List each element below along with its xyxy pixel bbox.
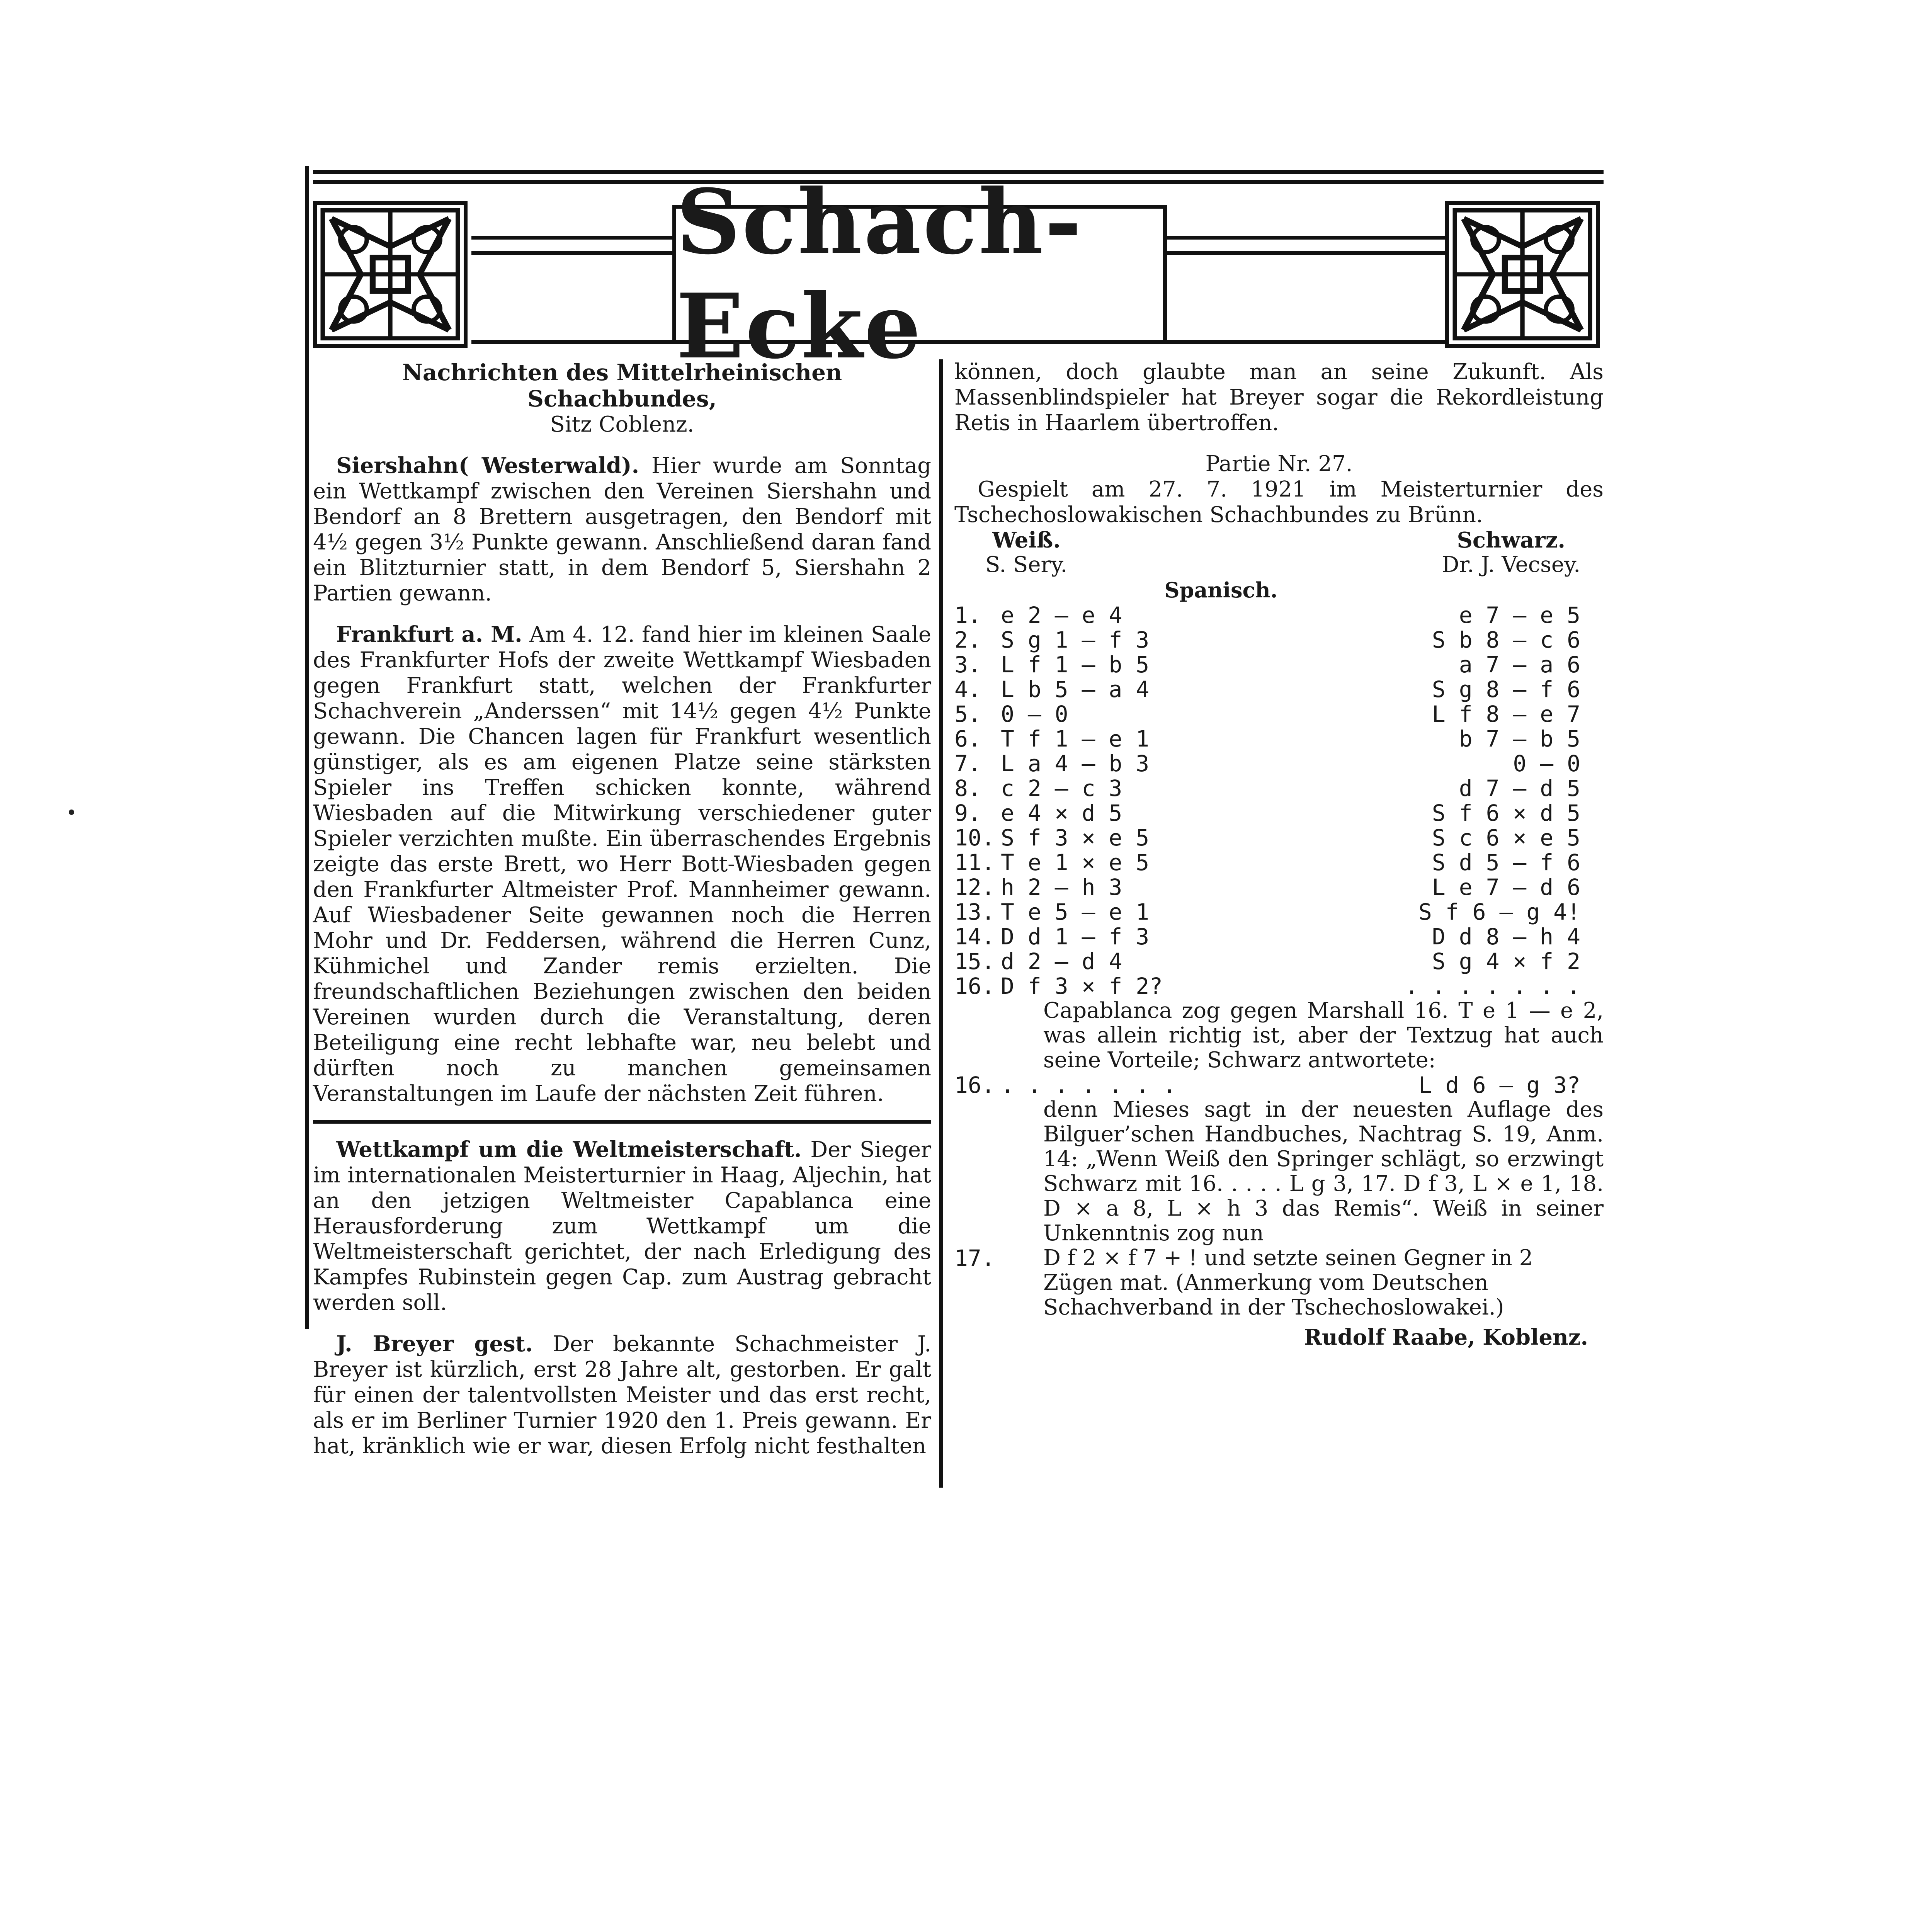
move-number: 17. xyxy=(954,1245,995,1271)
white-move: L b 5 — a 4 xyxy=(1001,676,1150,702)
move-row xyxy=(954,751,1604,776)
white-move: S g 1 — f 3 xyxy=(1001,627,1150,653)
move-number: 2. xyxy=(954,627,981,653)
black-label: Schwarz. xyxy=(1457,527,1566,553)
move-number: 15. xyxy=(954,948,995,975)
rule-line xyxy=(1167,340,1445,344)
signature: Rudolf Raabe, Koblenz. xyxy=(1304,1325,1588,1350)
move-number: 7. xyxy=(954,750,981,777)
title-box xyxy=(672,170,1167,379)
section-heading: Nachrichten des Mittelrheinischen Schachbundes, xyxy=(402,359,842,412)
white-label: Weiß. xyxy=(992,527,1061,553)
white-move: e 2 — e 4 xyxy=(1001,602,1122,628)
black-move: S f 6 — g 4! xyxy=(1418,899,1580,925)
black-move: e 7 — e 5 xyxy=(1459,602,1580,628)
rule-line xyxy=(1167,236,1445,240)
move-row xyxy=(954,726,1604,751)
black-move: S b 8 — c 6 xyxy=(1432,627,1580,653)
scan-speck xyxy=(69,810,74,815)
move-row xyxy=(954,949,1604,974)
move-row xyxy=(954,825,1604,850)
move-row xyxy=(954,603,1604,628)
moves-table xyxy=(954,603,1604,998)
move-number: 4. xyxy=(954,676,981,702)
white-move: L a 4 — b 3 xyxy=(1001,750,1150,777)
black-move: L d 6 — g 3? xyxy=(1418,1072,1580,1098)
news-lead: Wettkampf um die Weltmeisterschaft. xyxy=(336,1137,802,1162)
white-move: e 4 × d 5 xyxy=(1001,800,1122,826)
black-move: S g 8 — f 6 xyxy=(1432,676,1580,702)
annotation: Capablanca zog gegen Marshall 16. T e 1 — e 2, was allein richtig ist, aber der Textzug hat auch seine Vorteile; Schwarz antwortete: xyxy=(1043,998,1604,1073)
white-move: L f 1 — b 5 xyxy=(1001,651,1150,678)
section-subheading: Sitz Coblenz. xyxy=(550,412,694,437)
header-banner xyxy=(313,170,1604,379)
move-row xyxy=(954,1246,1604,1320)
ornament-right-icon xyxy=(1445,201,1600,348)
black-move: . . . . . . . xyxy=(1405,973,1580,999)
clipping-edge-line xyxy=(305,166,309,1329)
move-row xyxy=(954,677,1604,702)
black-player: Dr. J. Vecsey. xyxy=(1442,552,1580,577)
move-number: 14. xyxy=(954,923,995,950)
news-text: Hier wurde am Sonntag ein Wettkampf zwischen den Vereinen Siershahn und Bendorf an 8 Brettern ausgetragen, den Bendorf mit 4½ gegen 3½ Punkte gewann. Anschließend daran fand ein Blitzturnier statt, in dem Bendorf 5, Siershahn 2 Partien gewann. xyxy=(313,453,931,606)
move-row xyxy=(954,1073,1604,1097)
move-number: 3. xyxy=(954,651,981,678)
white-move: D f 3 × f 2? xyxy=(1001,973,1163,999)
game-info: Gespielt am 27. 7. 1921 im Meisterturnier des Tschechoslowakischen Schachbundes zu Brünn. xyxy=(954,477,1604,527)
black-move: S g 4 × f 2 xyxy=(1432,948,1580,975)
rule-line xyxy=(471,340,672,344)
move-row xyxy=(954,974,1604,998)
players-header xyxy=(954,528,1604,577)
move-number: 10. xyxy=(954,825,995,851)
news-lead: J. Breyer gest. xyxy=(336,1331,533,1357)
move-row xyxy=(954,801,1604,825)
rule-line xyxy=(471,251,672,255)
white-player: S. Sery. xyxy=(985,552,1068,577)
move-16-row xyxy=(954,1073,1604,1097)
left-column xyxy=(313,359,931,1459)
black-move: S d 5 — f 6 xyxy=(1432,849,1580,876)
move-number: 16. xyxy=(954,973,995,999)
opening-name: Spanisch. xyxy=(1164,578,1278,602)
black-move: d 7 — d 5 xyxy=(1459,775,1580,801)
news-lead: Frankfurt a. M. xyxy=(336,622,522,647)
black-move: b 7 — b 5 xyxy=(1459,726,1580,752)
white-move: c 2 — c 3 xyxy=(1001,775,1122,801)
black-move: 0 — 0 xyxy=(1513,750,1580,777)
move-number: 16. xyxy=(954,1072,995,1098)
black-move: L f 8 — e 7 xyxy=(1432,701,1580,727)
black-move: S c 6 × e 5 xyxy=(1432,825,1580,851)
continued-text: können, doch glaubte man an seine Zukunft. Als Massenblindspieler hat Breyer sogar die Rekordleistung Retis in Haarlem übertroffen. xyxy=(954,359,1604,435)
white-move: T f 1 — e 1 xyxy=(1001,726,1150,752)
move-number: 11. xyxy=(954,849,995,876)
black-move: D d 8 — h 4 xyxy=(1432,923,1580,950)
white-move: 0 — 0 xyxy=(1001,701,1068,727)
game-number: Partie Nr. 27. xyxy=(1205,451,1353,476)
move-row xyxy=(954,628,1604,652)
move-number: 12. xyxy=(954,874,995,900)
white-move: d 2 — d 4 xyxy=(1001,948,1122,975)
move-row xyxy=(954,776,1604,801)
news-text: Der bekannte Schachmeister J. Breyer ist kürzlich, erst 28 Jahre alt, gestorben. Er galt für einen der talentvollsten Meister und das erst recht, als er im Berliner Turnier 1920 den 1. Preis gewann. Er hat, kränklich wie er war, diesen Erfolg nicht festhalten xyxy=(313,1332,931,1459)
move-number: 1. xyxy=(954,602,981,628)
news-breyer xyxy=(313,1331,931,1459)
news-world-championship xyxy=(313,1137,931,1316)
rule-line xyxy=(471,236,672,240)
news-lead: Siershahn( Westerwald). xyxy=(336,453,639,478)
page-title: Schach-Ecke xyxy=(676,170,1083,379)
move-number: 6. xyxy=(954,726,981,752)
white-move: T e 1 × e 5 xyxy=(1001,849,1150,876)
move-number: 13. xyxy=(954,899,995,925)
chess-column-clipping xyxy=(305,162,1607,1459)
section-rule xyxy=(313,1120,931,1124)
move-row xyxy=(954,875,1604,900)
move-row xyxy=(954,652,1604,677)
rule-line xyxy=(1167,251,1445,255)
column-divider xyxy=(939,359,943,1488)
black-move: L e 7 — d 6 xyxy=(1432,874,1580,900)
move-17-row xyxy=(954,1246,1604,1320)
move-number: 9. xyxy=(954,800,981,826)
move-row xyxy=(954,924,1604,949)
move-row xyxy=(954,900,1604,924)
white-move: S f 3 × e 5 xyxy=(1001,825,1150,851)
black-move: a 7 — a 6 xyxy=(1459,651,1580,678)
right-column xyxy=(954,359,1604,1351)
move-row xyxy=(954,702,1604,726)
white-move: h 2 — h 3 xyxy=(1001,874,1122,900)
move-number: 5. xyxy=(954,701,981,727)
ornament-left-icon xyxy=(313,201,468,348)
annotation: denn Mieses sagt in der neuesten Auflage des Bilguer’schen Handbuches, Nachtrag S. 19, Anm. 14: „Wenn Weiß den Springer schlägt, so erzwingt Schwarz mit 16. . . . . L g 3, 17. D f 3, L × e 1, 18. D × a 8, L × h 3 das Remis“. Weiß in seiner Unkenntnis zog nun xyxy=(1043,1097,1604,1246)
black-move: S f 6 × d 5 xyxy=(1432,800,1580,826)
white-move: . . . . . . . xyxy=(1001,1072,1176,1098)
news-frankfurt xyxy=(313,622,931,1107)
white-move: D d 1 — f 3 xyxy=(1001,923,1150,950)
white-move: T e 5 — e 1 xyxy=(1001,899,1150,925)
move-row xyxy=(954,850,1604,875)
news-text: Der Sieger im internationalen Meisterturnier in Haag, Aljechin, hat an den jetzigen Weltmeister Capablanca eine Herausforderung zum Wettkampf um die Weltmeisterschaft gerichtet, der nach Erledigung des Kampfes Rubinstein gegen Cap. zum Austrag gebracht werden soll. xyxy=(313,1137,931,1315)
move-number: 8. xyxy=(954,775,981,801)
news-text: Am 4. 12. fand hier im kleinen Saale des Frankfurter Hofs der zweite Wettkampf Wiesbaden gegen Frankfurt statt, welchen der Frankfurter Schachverein „Anderssen“ mit 14½ gegen 4½ Punkte gewann. Die Chancen lagen für Frankfurt wesentlich günstiger, als es am eigenen Platze seine stärksten Spieler ins Treffen schicken konnte, während Wiesbaden auf die Mitwirkung verschiedener guter Spieler verzichten mußte. Ein überraschendes Ergebnis zeigte das erste Brett, wo Herr Bott-Wiesbaden gegen den Frankfurter Altmeister Prof. Mannheimer gewann. Auf Wiesbadener Seite gewannen noch die Herren Mohr und Dr. Feddersen, während die Herren Cunz, Kühmichel und Zander remis erzielten. Die freundschaftlichen Beziehungen zwischen den beiden Vereinen wurden durch die Veranstaltung, deren Beteiligung eine recht lebhafte war, neu belebt und dürften noch zu manchen gemeinsamen Veranstaltungen im Laufe der nächsten Zeit führen. xyxy=(313,622,932,1106)
final-move: D f 2 × f 7 + ! und setzte seinen Gegner in 2 Zügen mat. (Anmerkung vom Deutschen Schachverband in der Tschechoslowakei.) xyxy=(1043,1245,1533,1320)
